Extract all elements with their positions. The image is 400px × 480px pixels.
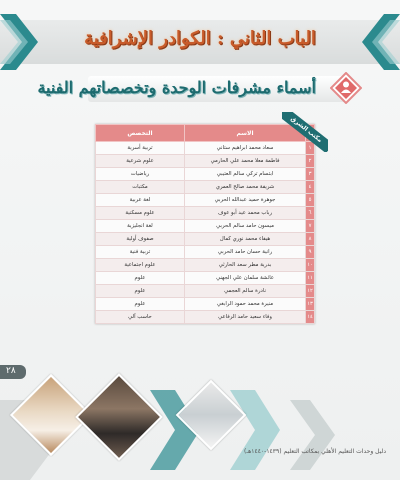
row-number: ٤ bbox=[306, 181, 315, 194]
row-name: رباب محمد عيد أبو عوف bbox=[184, 207, 305, 220]
row-number: ١٣ bbox=[306, 298, 315, 311]
supervisors-table-container bbox=[95, 124, 315, 324]
header-name: الاسم bbox=[184, 125, 305, 142]
row-specialty: تربية أسرية bbox=[96, 142, 185, 155]
row-specialty: علوم bbox=[96, 298, 185, 311]
row-name: هيفاء محمد نوري كمال bbox=[184, 233, 305, 246]
chapter-title: الباب الثاني : الكوادر الإشرافية bbox=[84, 28, 316, 49]
row-name: نادرة سالم العجمي bbox=[184, 285, 305, 298]
row-name: شريفة محمد صالح العمري bbox=[184, 181, 305, 194]
row-number: ٣ bbox=[306, 168, 315, 181]
row-name: فاطمة معلا محمد علي الحارمي bbox=[184, 155, 305, 168]
page-number: ٢٨ bbox=[6, 366, 16, 376]
row-name: سعاد محمد ابراهيم ستاني bbox=[184, 142, 305, 155]
row-number: ٧ bbox=[306, 220, 315, 233]
row-number: ٥ bbox=[306, 194, 315, 207]
table-row bbox=[96, 246, 315, 259]
table-row bbox=[96, 168, 315, 181]
table-row bbox=[96, 298, 315, 311]
supervisors-table bbox=[95, 124, 315, 324]
row-name: بدرية مطر سعد الحارثي bbox=[184, 259, 305, 272]
row-name: عائشة سلمان علي الجهني bbox=[184, 272, 305, 285]
table-row bbox=[96, 233, 315, 246]
ribbon-label: مكتب الشرق bbox=[282, 112, 328, 152]
row-name: وفاء سعيد حامد الرفاعي bbox=[184, 311, 305, 324]
row-name: رانية حسان حامد الحربي bbox=[184, 246, 305, 259]
row-number: ١ bbox=[306, 142, 315, 155]
row-specialty: علوم bbox=[96, 272, 185, 285]
row-number: ٨ bbox=[306, 233, 315, 246]
row-name: منيرة محمد حمود الرابغي bbox=[184, 298, 305, 311]
bottom-photo-strip bbox=[0, 380, 400, 480]
row-specialty: لغة انجليزية bbox=[96, 220, 185, 233]
section-title: أسماء مشرفات الوحدة وتخصصاتهم الفنية bbox=[37, 78, 316, 97]
table-row bbox=[96, 207, 315, 220]
row-number: ١٤ bbox=[306, 311, 315, 324]
page-number-tab bbox=[0, 365, 26, 379]
row-specialty: علوم شرعية bbox=[96, 155, 185, 168]
row-number: ٢ bbox=[306, 155, 315, 168]
row-number: ٩ bbox=[306, 246, 315, 259]
row-name: جوهرة حميد عبدالله الحربي bbox=[184, 194, 305, 207]
row-specialty: صفوف أولية bbox=[96, 233, 185, 246]
table-row bbox=[96, 155, 315, 168]
row-specialty: حاسب آلي bbox=[96, 311, 185, 324]
row-specialty: تربية فنية bbox=[96, 246, 185, 259]
table-row bbox=[96, 181, 315, 194]
row-specialty: رياضيات bbox=[96, 168, 185, 181]
corner-ribbon bbox=[282, 112, 328, 152]
row-specialty: لغة عربية bbox=[96, 194, 185, 207]
table-row bbox=[96, 285, 315, 298]
row-number: ١٠ bbox=[306, 259, 315, 272]
section-heading-bar bbox=[37, 76, 348, 102]
row-specialty: مكتبات bbox=[96, 181, 185, 194]
table-row bbox=[96, 220, 315, 233]
row-number: ٦ bbox=[306, 207, 315, 220]
row-specialty: علوم مسكنية bbox=[96, 207, 185, 220]
row-name: ميسون حامد سالم الحربي bbox=[184, 220, 305, 233]
header-specialty: التخصص bbox=[96, 125, 185, 142]
table-row bbox=[96, 311, 315, 324]
row-name: ابتسام تركي سالم العتيبي bbox=[184, 168, 305, 181]
row-specialty: علوم bbox=[96, 285, 185, 298]
row-number: ١١ bbox=[306, 272, 315, 285]
table-row bbox=[96, 272, 315, 285]
row-number: ١٢ bbox=[306, 285, 315, 298]
table-row bbox=[96, 259, 315, 272]
footer-text: دليل وحدات التعليم الأهلي بمكاتب التعليم (١٤٣٩-١٤٤٠هـ) bbox=[244, 448, 386, 455]
user-diamond-icon bbox=[330, 72, 362, 104]
row-specialty: علوم اجتماعية bbox=[96, 259, 185, 272]
table-row bbox=[96, 194, 315, 207]
